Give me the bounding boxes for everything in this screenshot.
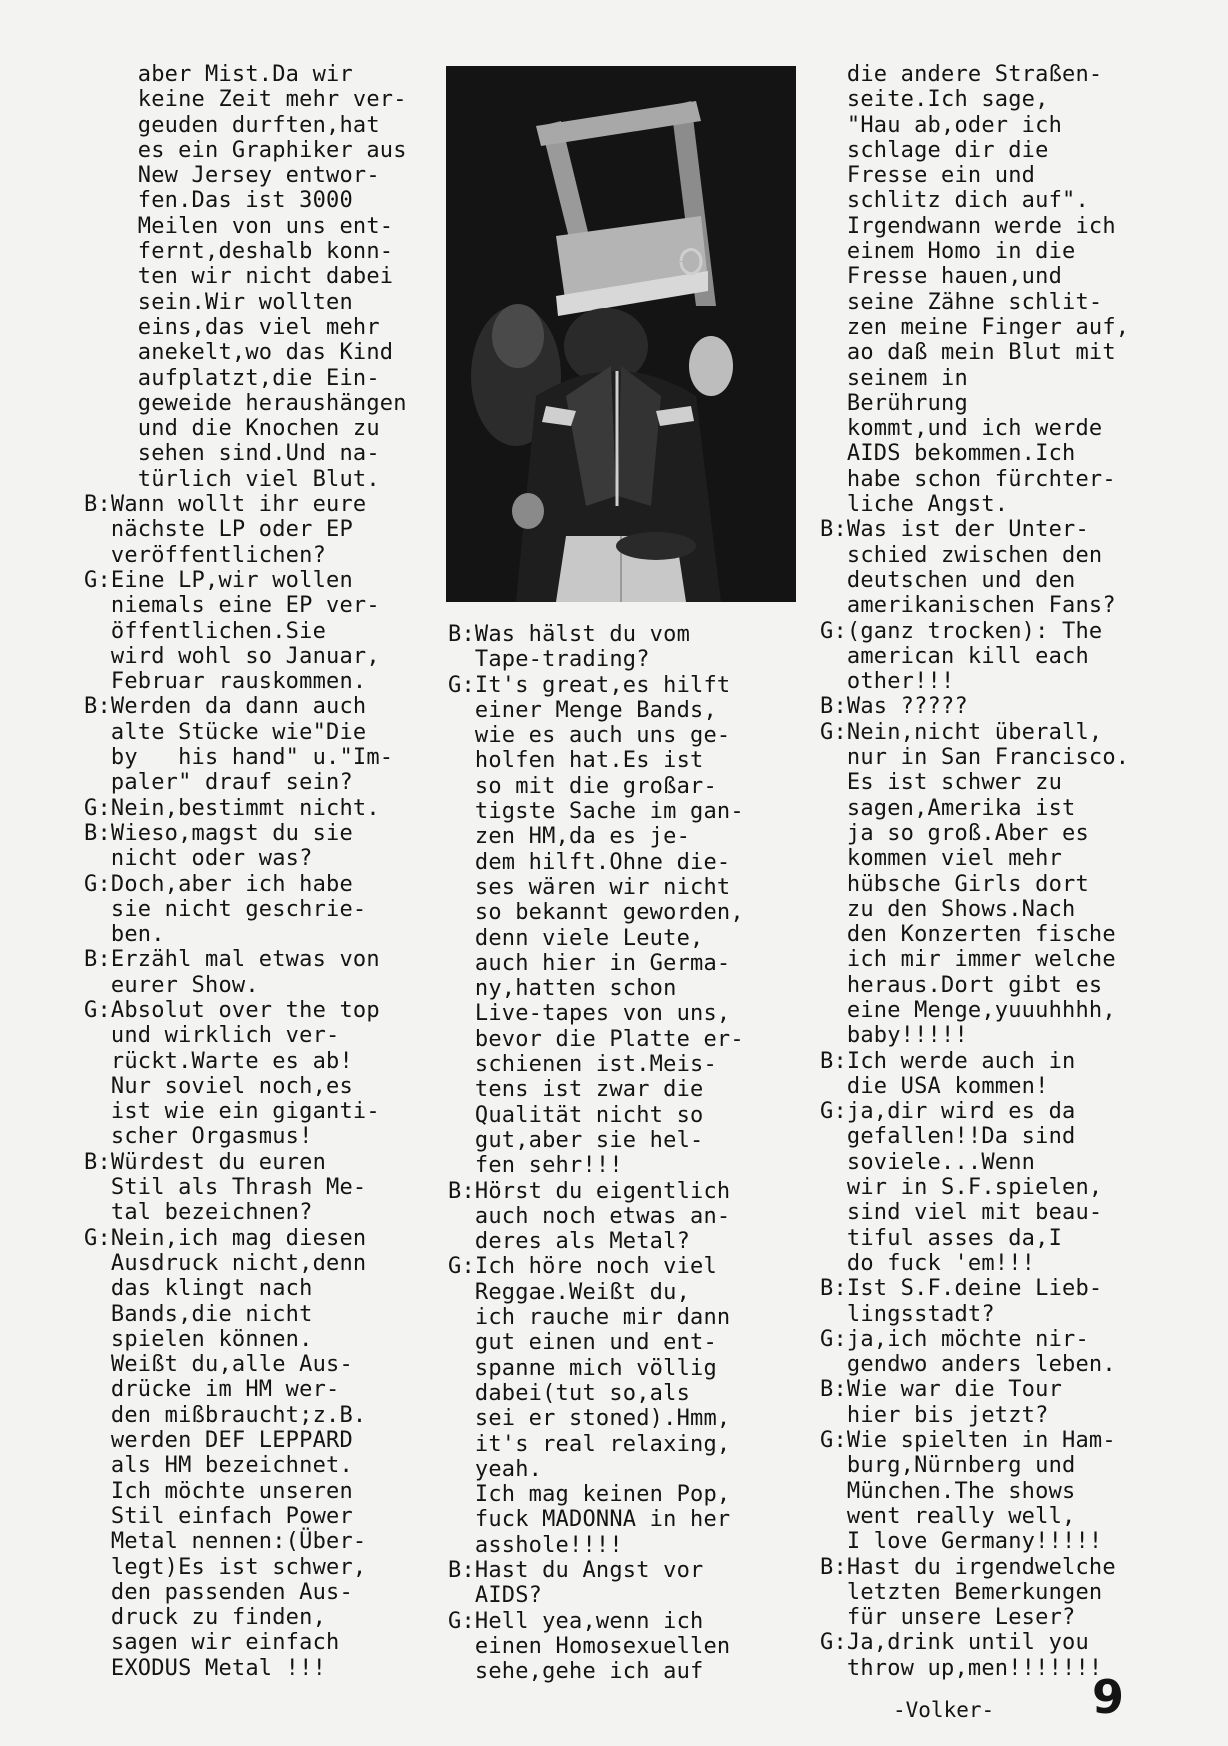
text-line: als HM bezeichnet. <box>84 1453 353 1479</box>
text-line: gut einen und ent- <box>448 1330 717 1356</box>
text-line: hier bis jetzt? <box>820 1402 1049 1428</box>
text-line: alte Stücke wie"Die <box>84 719 367 745</box>
text-line: einer Menge Bands, <box>448 697 717 723</box>
text-line: schlitz dich auf". <box>820 188 1089 214</box>
text-line: und wirklich ver- <box>84 1023 340 1049</box>
text-line: sein.Wir wollten <box>84 289 353 315</box>
text-line: B:Würdest du euren <box>84 1149 327 1175</box>
text-line: sind viel mit beau- <box>820 1200 1103 1226</box>
text-line: das klingt nach <box>84 1276 313 1302</box>
text-line: Reggae.Weißt du, <box>448 1279 691 1305</box>
text-line: liche Angst. <box>820 492 1009 518</box>
page-number: 9 <box>1092 1670 1125 1724</box>
text-line: heraus.Dort gibt es <box>820 972 1103 998</box>
text-line: G:Absolut over the top <box>84 997 380 1023</box>
text-line: G:Nein,nicht überall, <box>820 719 1103 745</box>
text-line: spielen können. <box>84 1326 313 1352</box>
text-line: asshole!!!! <box>448 1532 623 1558</box>
text-line: aber Mist.Da wir <box>84 62 353 87</box>
text-line: nur in San Francisco. <box>820 745 1130 771</box>
text-line: other!!! <box>820 669 955 695</box>
text-line: tigste Sache im gan- <box>448 799 744 825</box>
text-line: G:Eine LP,wir wollen <box>84 567 353 593</box>
text-line: american kill each <box>820 643 1089 669</box>
text-line: geweide heraushängen <box>84 390 407 416</box>
text-line: lingsstadt? <box>820 1301 995 1327</box>
text-line: werden DEF LEPPARD <box>84 1428 353 1454</box>
text-line: went really well, <box>820 1503 1076 1529</box>
text-line: sie nicht geschrie- <box>84 896 367 922</box>
text-line: Februar rauskommen. <box>84 669 367 695</box>
text-line: scher Orgasmus! <box>84 1124 313 1150</box>
text-line: Nur soviel noch,es <box>84 1073 353 1099</box>
text-line: den Konzerten fische <box>820 922 1116 948</box>
text-line: B:Hörst du eigentlich <box>448 1178 731 1204</box>
text-line: Metal nennen:(Über- <box>84 1529 367 1555</box>
text-line: spanne mich völlig <box>448 1355 717 1381</box>
text-line: und die Knochen zu <box>84 416 380 442</box>
text-line: Bands,die nicht <box>84 1301 313 1327</box>
text-line: ich mir immer welche <box>820 947 1116 973</box>
text-line: ses wären wir nicht <box>448 874 731 900</box>
text-line: einen Homosexuellen <box>448 1633 731 1659</box>
text-line: Stil als Thrash Me- <box>84 1175 367 1201</box>
text-line: Ich mag keinen Pop, <box>448 1482 731 1508</box>
photo-illustration <box>446 66 796 602</box>
text-line: öffentlichen.Sie <box>84 618 327 644</box>
text-line: wir in S.F.spielen, <box>820 1175 1103 1201</box>
text-line: Irgendwann werde ich <box>820 213 1116 239</box>
text-line: ao daß mein Blut mit <box>820 340 1116 366</box>
text-line: Ich möchte unseren <box>84 1478 353 1504</box>
interview-column-3 <box>820 62 1129 1681</box>
text-line: Berührung <box>820 390 968 416</box>
text-line: die andere Straßen- <box>820 62 1103 87</box>
text-line: tens ist zwar die <box>448 1077 704 1103</box>
text-line: Fresse ein und <box>820 163 1036 189</box>
text-line: so mit die großar- <box>448 773 717 799</box>
text-line: eins,das viel mehr <box>84 314 380 340</box>
text-line: keine Zeit mehr ver- <box>84 87 407 113</box>
text-line: Live-tapes von uns, <box>448 1001 731 1027</box>
text-line: paler" drauf sein? <box>84 770 353 796</box>
text-line: veröffentlichen? <box>84 542 327 568</box>
text-line: tal bezeichnen? <box>84 1200 313 1226</box>
text-line: ben. <box>84 922 165 948</box>
text-line: sehe,gehe ich auf <box>448 1659 704 1685</box>
text-line: Weißt du,alle Aus- <box>84 1352 353 1378</box>
text-line: Es ist schwer zu <box>820 770 1063 796</box>
text-line: nächste LP oder EP <box>84 517 353 543</box>
text-line: sagen,Amerika ist <box>820 795 1076 821</box>
text-line: G:ja,ich möchte nir- <box>820 1326 1089 1352</box>
text-line: Ausdruck nicht,denn <box>84 1250 367 1276</box>
text-line: fen sehr!!! <box>448 1153 623 1179</box>
band-member-photo <box>446 66 796 602</box>
text-line: B:Erzähl mal etwas von <box>84 947 380 973</box>
text-line: denn viele Leute, <box>448 925 704 951</box>
text-line: für unsere Leser? <box>820 1605 1076 1631</box>
text-line: baby!!!!! <box>820 1023 968 1049</box>
text-line: it's real relaxing, <box>448 1431 731 1457</box>
text-line: B:Wann wollt ihr eure <box>84 492 367 518</box>
text-line: sagen wir einfach <box>84 1630 340 1656</box>
text-line: geuden durften,hat <box>84 112 380 138</box>
text-line: holfen hat.Es ist <box>448 748 704 774</box>
text-line: gendwo anders leben. <box>820 1352 1116 1378</box>
text-line: B:Wieso,magst du sie <box>84 820 353 846</box>
text-line: zen meine Finger auf, <box>820 314 1130 340</box>
text-line: soviele...Wenn <box>820 1149 1036 1175</box>
text-line: deres als Metal? <box>448 1229 691 1255</box>
text-line: Meilen von uns ent- <box>84 213 394 239</box>
text-line: G:Nein,ich mag diesen <box>84 1225 367 1251</box>
text-line: B:Hast du Angst vor <box>448 1557 704 1583</box>
interview-column-1 <box>84 62 407 1681</box>
text-line: dabei(tut so,als <box>448 1380 691 1406</box>
text-line: Tape-trading? <box>448 647 650 673</box>
text-line: seite.Ich sage, <box>820 87 1049 113</box>
text-line: G:Nein,bestimmt nicht. <box>84 795 380 821</box>
text-line: sei er stoned).Hmm, <box>448 1406 731 1432</box>
text-line: auch hier in Germa- <box>448 950 731 976</box>
text-line: G:Wie spielten in Ham- <box>820 1428 1116 1454</box>
text-line: AIDS bekommen.Ich <box>820 441 1076 467</box>
text-line: ich rauche mir dann <box>448 1305 731 1331</box>
text-line: I love Germany!!!!! <box>820 1529 1103 1555</box>
text-line: G:Doch,aber ich habe <box>84 871 353 897</box>
text-line: Qualität nicht so <box>448 1102 704 1128</box>
text-line: B:Ist S.F.deine Lieb- <box>820 1276 1103 1302</box>
text-line: eine Menge,yuuuhhhh, <box>820 997 1116 1023</box>
text-line: ja so groß.Aber es <box>820 820 1089 846</box>
text-line: auch noch etwas an- <box>448 1203 731 1229</box>
text-line: anekelt,wo das Kind <box>84 340 394 366</box>
text-line: "Hau ab,oder ich <box>820 112 1063 138</box>
text-line: letzten Bemerkungen <box>820 1579 1103 1605</box>
text-line: seine Zähne schlit- <box>820 289 1103 315</box>
text-line: ist wie ein giganti- <box>84 1099 380 1125</box>
text-line: wie es auch uns ge- <box>448 723 731 749</box>
text-line: Stil einfach Power <box>84 1503 353 1529</box>
text-line: B:Wie war die Tour <box>820 1377 1063 1403</box>
text-line: drücke im HM wer- <box>84 1377 340 1403</box>
text-line: B:Werden da dann auch <box>84 694 367 720</box>
text-line: by his hand" u."Im- <box>84 745 394 771</box>
text-line: deutschen und den <box>820 567 1076 593</box>
text-line: so bekannt geworden, <box>448 900 744 926</box>
text-line: schienen ist.Meis- <box>448 1052 717 1078</box>
text-line: G:Ja,drink until you <box>820 1630 1089 1656</box>
text-line: hübsche Girls dort <box>820 871 1089 897</box>
text-line: schied zwischen den <box>820 542 1103 568</box>
text-line: druck zu finden, <box>84 1605 327 1631</box>
text-line: tiful asses da,I <box>820 1225 1063 1251</box>
text-line: yeah. <box>448 1456 543 1482</box>
text-line: zen HM,da es je- <box>448 824 691 850</box>
text-line: legt)Es ist schwer, <box>84 1554 367 1580</box>
text-line: den mißbraucht;z.B. <box>84 1402 367 1428</box>
text-line: die USA kommen! <box>820 1073 1049 1099</box>
text-line: wird wohl so Januar, <box>84 643 380 669</box>
text-line: G:ja,dir wird es da <box>820 1099 1076 1125</box>
text-line: schlage dir die <box>820 137 1049 163</box>
text-line: sehen sind.Und na- <box>84 441 380 467</box>
text-line: B:Hast du irgendwelche <box>820 1554 1116 1580</box>
text-line: habe schon fürchter- <box>820 466 1116 492</box>
text-line: ten wir nicht dabei <box>84 264 394 290</box>
text-line: B:Was ist der Unter- <box>820 517 1089 543</box>
text-line: B:Was ????? <box>820 694 968 720</box>
text-line: es ein Graphiker aus <box>84 137 407 163</box>
text-line: kommen viel mehr <box>820 846 1063 872</box>
text-line: fernt,deshalb konn- <box>84 239 394 265</box>
text-line: einem Homo in die <box>820 239 1076 265</box>
text-line: den passenden Aus- <box>84 1579 353 1605</box>
text-line: amerikanischen Fans? <box>820 593 1116 619</box>
text-line: nicht oder was? <box>84 846 313 872</box>
text-line: aufplatzt,die Ein- <box>84 365 380 391</box>
text-line: niemals eine EP ver- <box>84 593 380 619</box>
text-line: fuck MADONNA in her <box>448 1507 731 1533</box>
text-line: rückt.Warte es ab! <box>84 1048 353 1074</box>
text-line: G:(ganz trocken): The <box>820 618 1103 644</box>
interview-column-2 <box>448 622 744 1684</box>
text-line: G:Ich höre noch viel <box>448 1254 717 1280</box>
text-line: EXODUS Metal !!! <box>84 1655 327 1681</box>
text-line: Fresse hauen,und <box>820 264 1063 290</box>
text-line: G:Hell yea,wenn ich <box>448 1608 704 1634</box>
text-line: B:Ich werde auch in <box>820 1048 1076 1074</box>
text-line: B:Was hälst du vom <box>448 622 691 647</box>
text-line: burg,Nürnberg und <box>820 1453 1076 1479</box>
text-line: München.The shows <box>820 1478 1076 1504</box>
text-line: eurer Show. <box>84 972 259 998</box>
text-line: türlich viel Blut. <box>84 466 380 492</box>
author-signature: -Volker- <box>893 1698 995 1722</box>
text-line: bevor die Platte er- <box>448 1026 744 1052</box>
text-line: gut,aber sie hel- <box>448 1127 704 1153</box>
text-line: do fuck 'em!!! <box>820 1250 1036 1276</box>
text-line: fen.Das ist 3000 <box>84 188 353 214</box>
text-line: dem hilft.Ohne die- <box>448 849 731 875</box>
text-line: throw up,men!!!!!!! <box>820 1655 1103 1681</box>
text-line: kommt,und ich werde <box>820 416 1103 442</box>
text-line: gefallen!!Da sind <box>820 1124 1076 1150</box>
text-line: zu den Shows.Nach <box>820 896 1076 922</box>
text-line: AIDS? <box>448 1583 543 1609</box>
text-line: seinem in <box>820 365 968 391</box>
text-line: New Jersey entwor- <box>84 163 380 189</box>
text-line: G:It's great,es hilft <box>448 672 731 698</box>
text-line: ny,hatten schon <box>448 976 677 1002</box>
